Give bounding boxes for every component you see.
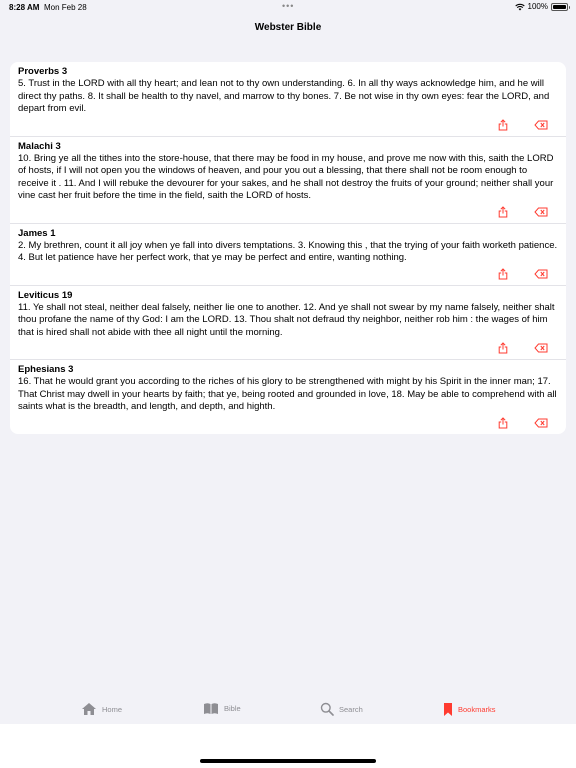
bookmark-list — [10, 62, 566, 434]
bookmark-text: 16. That he would grant you according to the riches of his glory to be strengthened with might by his Spirit in the inner man; 17. That Christ may dwell in your hearts by faith; that ye, being rooted and grounded in love, 18. May be able to comprehend with all saints what is the breadth, and length, and depth, and highth. — [18, 376, 557, 412]
status-time: 8:28 AM — [9, 3, 40, 12]
share-icon[interactable] — [496, 206, 510, 218]
share-icon[interactable] — [496, 119, 510, 131]
tab-bookmarks-label: Bookmarks — [458, 705, 496, 714]
home-area — [0, 724, 576, 768]
bookmark-reference: Leviticus 19 — [18, 289, 73, 301]
tab-search[interactable] — [320, 702, 363, 716]
page-title: Webster Bible — [254, 22, 322, 33]
bookmark-reference: Malachi 3 — [18, 140, 61, 152]
magnifier-icon — [320, 702, 334, 716]
remove-bookmark-icon[interactable] — [534, 206, 548, 218]
home-indicator[interactable] — [200, 759, 376, 763]
remove-bookmark-icon[interactable] — [534, 342, 548, 354]
bookmark-item[interactable] — [10, 360, 566, 434]
status-date: Mon Feb 28 — [44, 3, 87, 12]
house-icon — [81, 702, 97, 716]
bookmark-item[interactable] — [10, 286, 566, 361]
status-right — [515, 2, 568, 11]
tab-home-label: Home — [102, 704, 123, 714]
book-icon — [203, 702, 219, 715]
share-icon[interactable] — [496, 268, 510, 280]
battery-icon — [551, 3, 568, 11]
battery-percent: 100% — [527, 2, 548, 11]
bookmark-reference: Proverbs 3 — [18, 66, 68, 77]
tab-home[interactable] — [81, 702, 122, 716]
bookmark-icon — [443, 702, 453, 717]
tab-bible[interactable] — [203, 702, 241, 715]
tab-bookmarks[interactable] — [443, 702, 496, 717]
share-icon[interactable] — [496, 342, 510, 354]
tab-search-label: Search — [339, 704, 363, 714]
remove-bookmark-icon[interactable] — [534, 417, 548, 429]
wifi-icon — [515, 3, 525, 11]
tab-bible-label: Bible — [224, 704, 241, 713]
status-bar — [0, 0, 576, 14]
bookmark-item[interactable] — [10, 224, 566, 286]
share-icon[interactable] — [496, 417, 510, 429]
bookmark-reference: Ephesians 3 — [18, 364, 74, 375]
bookmark-text: 5. Trust in the LORD with all thy heart; and lean not to thy own understanding. 6. In all thy ways acknowledge him, and he will direct thy paths. 8. It shall be health to thy navel, and marrow to thy bones. 7. Be not wise in thy own eyes: fear the LORD, and depart from evil. — [18, 78, 550, 114]
bookmark-item[interactable] — [10, 137, 566, 224]
bookmark-text: 2. My brethren, count it all joy when ye fall into divers temptations. 3. Knowing this , that the trying of your faith worketh patience. 4. But let patience have her perfect work, that ye may be perfect and entire, wanting nothing. — [18, 239, 558, 263]
bookmark-reference: James 1 — [18, 227, 56, 239]
multitasking-dots[interactable]: ••• — [282, 1, 295, 11]
tab-bar — [0, 698, 576, 724]
bookmark-text: 10. Bring ye all the tithes into the store-house, that there may be food in my house, and prove me now with this, saith the LORD of hosts, if I will not open you the windows of heaven, and pour you out a blessing, that there shall not be room enough to receive it . 11. And I will rebuke the devourer for your sakes, and he shall not destroy the fruits of your ground; neither shall your vine cast her fruit before the time in the field, saith the LORD of hosts. — [18, 152, 554, 201]
remove-bookmark-icon[interactable] — [534, 119, 548, 131]
bookmark-item[interactable] — [10, 62, 566, 137]
bookmark-text: 11. Ye shall not steal, neither deal falsely, neither lie one to another. 12. And ye shall not swear by my name falsely, neither shalt thou profane the name of thy God: I am the LORD. 13. Thou shalt not defraud thy neighbor, neither rob him : the wages of him that is hired shall not abide with thee all night until the morning. — [18, 301, 555, 338]
remove-bookmark-icon[interactable] — [534, 268, 548, 280]
